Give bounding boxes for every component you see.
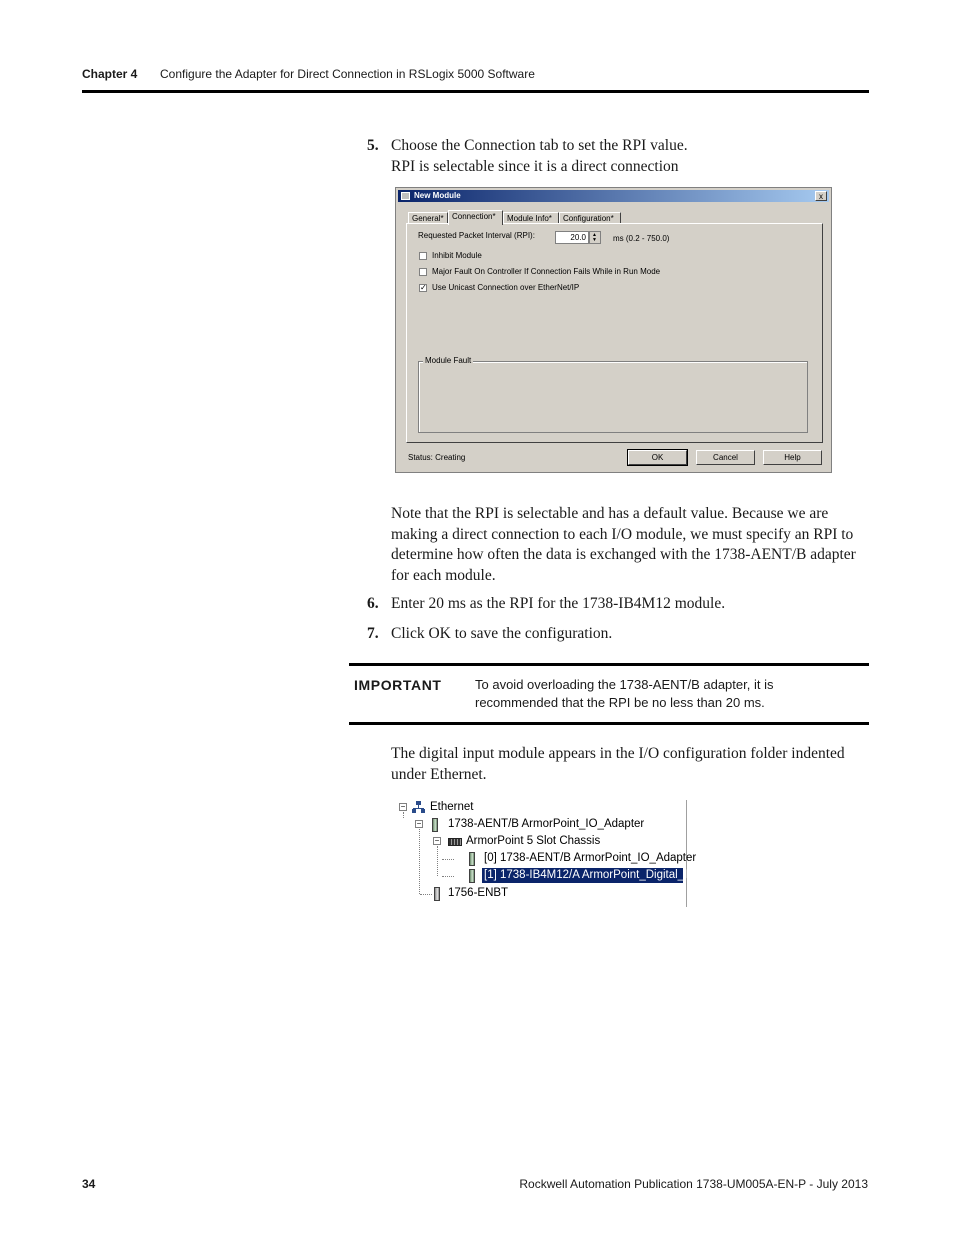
unicast-label: Use Unicast Connection over EtherNet/IP [432,283,580,292]
tab-connection[interactable]: Connection* [448,210,503,225]
collapse-icon[interactable]: − [400,802,406,811]
tree-label: Ethernet [430,801,474,813]
unicast-checkbox[interactable]: ✓ [420,283,427,292]
chapter-title: Configure the Adapter for Direct Connection in RSLogix 5000 Software [160,67,535,81]
important-note [349,663,869,725]
step-text: Choose the Connection tab to set the RPI value. [391,137,688,154]
close-button[interactable]: x [815,191,827,201]
tree-line [420,894,432,895]
network-icon [412,801,425,813]
tree-intro-paragraph: The digital input module appears in the I/O configuration folder indented under Ethernet. [391,745,845,783]
important-text: To avoid overloading the 1738-AENT/B adapter, it is recommended that the RPI be no less than 20 ms. [475,677,774,710]
new-module-dialog [395,187,832,473]
tab-configuration[interactable]: Configuration* [559,212,621,224]
module-fault-group [418,356,808,433]
step-number: 5. [367,137,379,154]
cancel-button[interactable]: Cancel [696,450,755,465]
tab-module-info[interactable]: Module Info* [503,212,559,224]
spin-down-icon[interactable]: ▼ [592,237,597,243]
dialog-titlebar [398,190,829,202]
module-icon [434,887,440,901]
spin-up-icon[interactable]: ▲ [592,232,597,238]
tree-line [403,812,404,818]
important-heading: IMPORTANT [354,677,442,693]
module-fault-label: Module Fault [425,356,472,365]
publication-info: Rockwell Automation Publication 1738-UM005A-EN-P - July 2013 [519,1177,868,1191]
rpi-range: ms (0.2 - 750.0) [613,234,670,243]
step-number: 6. [367,595,379,612]
tree-label: 1756-ENBT [448,887,509,899]
ok-button[interactable]: OK [628,450,687,465]
step-text: Click OK to save the configuration. [391,625,613,642]
step-subtext: RPI is selectable since it is a direct connection [391,158,679,175]
window-icon [401,192,410,200]
page-number: 34 [82,1177,96,1191]
step-number: 7. [367,625,379,642]
status-text: Status: Creating [408,453,466,462]
tree-line [437,846,438,876]
major-fault-checkbox[interactable] [419,268,427,276]
tree-line [442,876,454,877]
tree-label: [0] 1738-AENT/B ArmorPoint_IO_Adapter [484,852,697,864]
rpi-spinner[interactable] [589,231,601,244]
page-header [82,64,869,93]
tab-general[interactable]: General* [408,212,448,224]
module-icon [469,852,475,866]
major-fault-label: Major Fault On Controller If Connection Fails While in Run Mode [432,267,661,276]
module-icon [432,818,438,832]
module-icon [469,869,475,883]
chassis-icon [448,838,462,846]
help-button[interactable]: Help [763,450,822,465]
rpi-input[interactable] [555,231,589,244]
dialog-title: New Module [414,191,461,200]
step-text: Enter 20 ms as the RPI for the 1738-IB4M12 module. [391,595,726,612]
tree-label: ArmorPoint 5 Slot Chassis [466,835,601,847]
tree-line [442,859,454,860]
tree-line [419,829,420,894]
collapse-icon[interactable]: − [434,836,440,845]
inhibit-module-checkbox[interactable] [419,252,427,260]
collapse-icon[interactable]: − [416,819,422,828]
rpi-label: Requested Packet Interval (RPI): [418,231,535,240]
tree-label-selected: [1] 1738-IB4M12/A ArmorPoint_Digital_Input [484,869,710,881]
tree-label: 1738-AENT/B ArmorPoint_IO_Adapter [448,818,645,830]
inhibit-module-label: Inhibit Module [432,251,482,260]
io-configuration-tree [396,800,710,907]
note-paragraph: Note that the RPI is selectable and has a default value. Because we are making a direct connection to each I/O module, we must specify an RPI to determine how often the data is exchanged with the 1738-AENT/B adapter for each module. [391,505,856,584]
chapter-label: Chapter 4 [82,67,138,81]
